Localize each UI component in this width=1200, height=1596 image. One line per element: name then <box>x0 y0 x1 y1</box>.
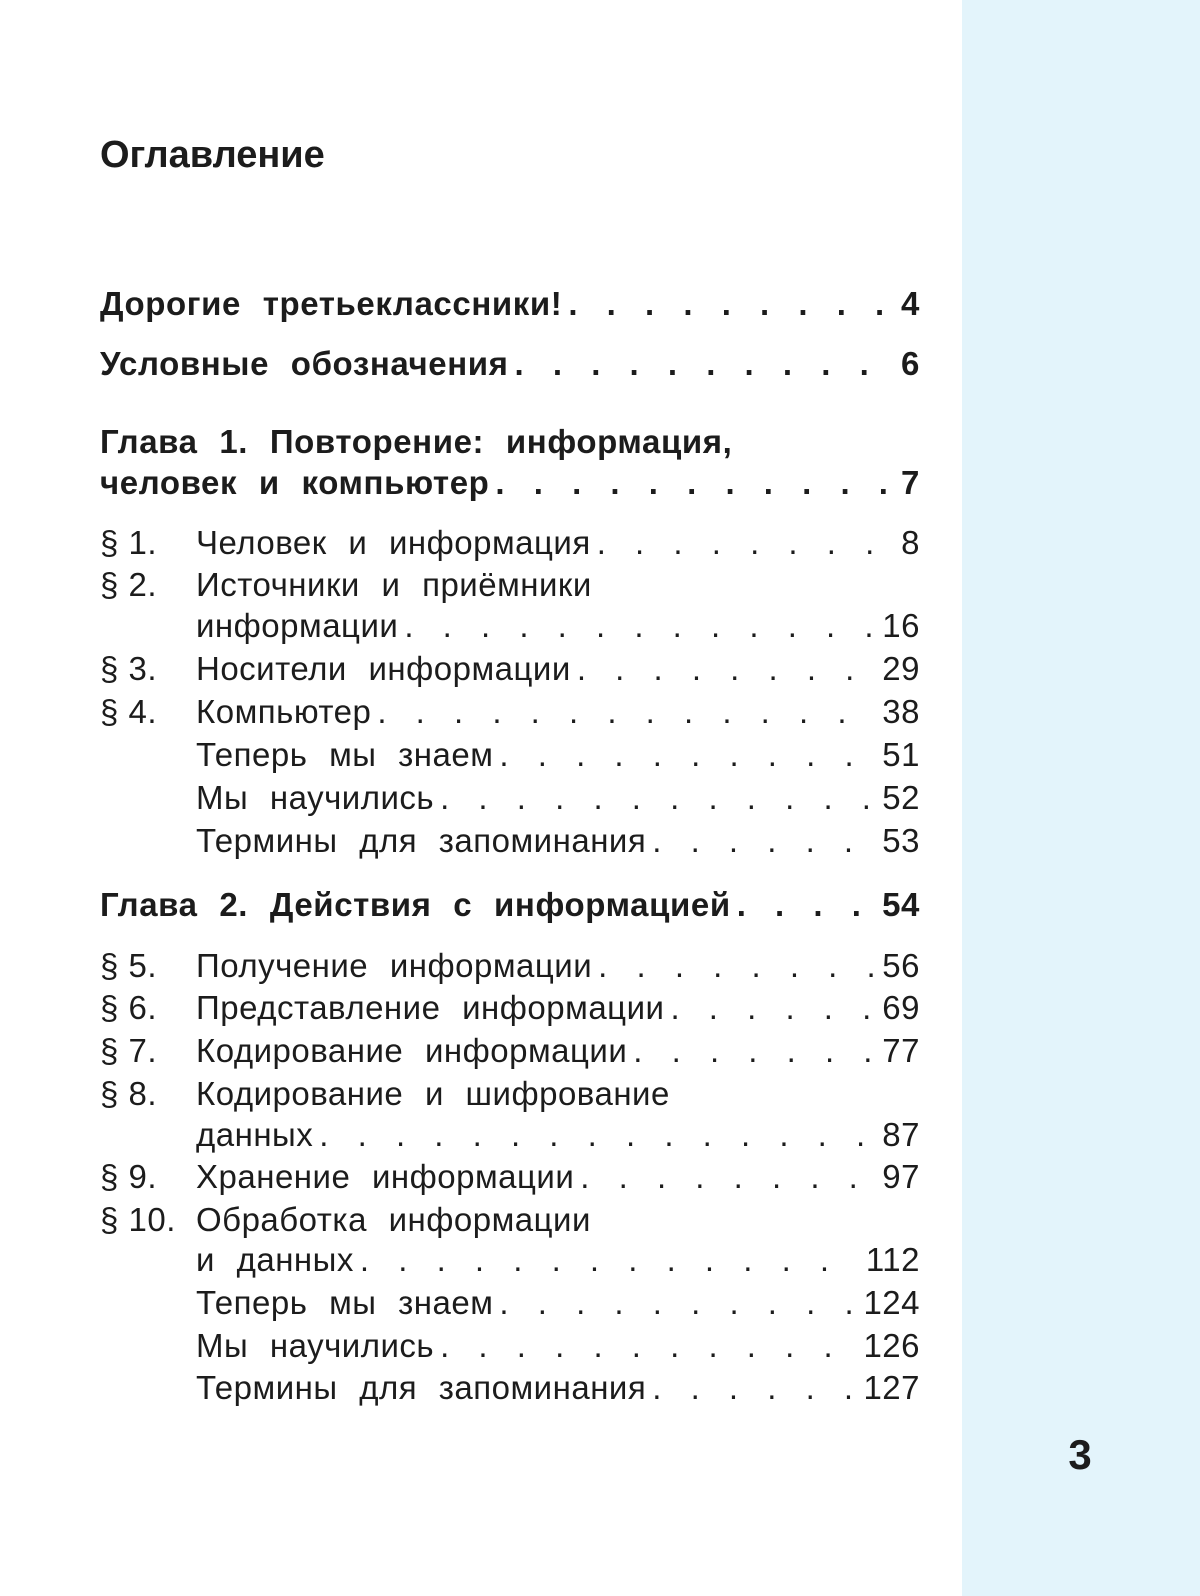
chapter-2-heading[interactable] <box>100 883 920 927</box>
dot-leader <box>434 776 876 820</box>
toc-section-3[interactable] <box>100 647 920 691</box>
dot-leader <box>571 647 876 691</box>
toc-page-number: 87 <box>882 1116 920 1153</box>
section-number: § 6. <box>100 989 158 1026</box>
toc-page-number: 126 <box>863 1327 920 1364</box>
section-number: § 7. <box>100 1032 158 1069</box>
toc-summary-know[interactable] <box>100 733 920 777</box>
summary-title: Термины для запоминания <box>196 822 647 859</box>
toc-summary-terms-2[interactable] <box>100 1366 920 1410</box>
dot-leader <box>493 1281 857 1325</box>
toc-entry-text: Условные обозначения <box>100 345 509 382</box>
toc-section-1[interactable] <box>100 521 920 565</box>
section-title: Носители информации <box>196 650 571 687</box>
dot-leader <box>574 1155 876 1199</box>
toc-page-number: 52 <box>882 779 920 816</box>
section-title: Компьютер <box>196 693 372 730</box>
chapter-title: Глава 2. Действия с информацией <box>100 886 731 923</box>
toc-page-number: 8 <box>901 524 920 561</box>
dot-leader <box>509 342 896 386</box>
toc-page-number: 127 <box>863 1369 920 1406</box>
toc-page-number: 97 <box>882 1158 920 1195</box>
section-title-cont: информации <box>196 607 399 644</box>
section-title-cont: и данных <box>196 1241 354 1278</box>
toc-section-2-cont[interactable] <box>100 604 920 648</box>
dot-leader <box>371 690 876 734</box>
toc-page-number: 16 <box>882 607 920 644</box>
toc-section-6[interactable] <box>100 986 920 1030</box>
toc-section-8-cont[interactable] <box>100 1113 920 1157</box>
dot-leader <box>664 986 876 1030</box>
toc-section-8[interactable] <box>100 1072 920 1116</box>
toc-entry-legend[interactable] <box>100 342 920 386</box>
toc-page-number: 4 <box>901 285 920 322</box>
dot-leader <box>646 1366 857 1410</box>
toc-page-number: 69 <box>882 989 920 1026</box>
dot-leader <box>562 282 895 326</box>
toc-page-number: 51 <box>882 736 920 773</box>
toc-section-7[interactable] <box>100 1029 920 1073</box>
toc-page-number: 29 <box>882 650 920 687</box>
toc-section-9[interactable] <box>100 1155 920 1199</box>
toc-section-10[interactable] <box>100 1198 920 1242</box>
dot-leader <box>592 944 876 988</box>
chapter-1-heading[interactable] <box>100 420 920 464</box>
section-number: § 2. <box>100 566 158 603</box>
section-number: § 1. <box>100 524 158 561</box>
toc-section-5[interactable] <box>100 944 920 988</box>
chapter-title: человек и компьютер <box>100 464 490 501</box>
dot-leader <box>627 1029 876 1073</box>
summary-title: Мы научились <box>196 1327 435 1364</box>
section-number: § 8. <box>100 1075 158 1112</box>
toc-summary-know-2[interactable] <box>100 1281 920 1325</box>
section-number: § 10. <box>100 1201 176 1238</box>
section-title: Представление информации <box>196 989 665 1026</box>
chapter-title: Глава 1. Повторение: информация, <box>100 423 733 460</box>
dot-leader <box>434 1324 857 1368</box>
section-title: Получение информации <box>196 947 593 984</box>
toc-page-number: 6 <box>901 345 920 382</box>
summary-title: Термины для запоминания <box>196 1369 647 1406</box>
section-title-cont: данных <box>196 1116 314 1153</box>
section-number: § 9. <box>100 1158 158 1195</box>
section-title: Обработка информации <box>196 1201 591 1238</box>
section-number: § 4. <box>100 693 158 730</box>
toc-page-number: 56 <box>882 947 920 984</box>
dot-leader <box>731 883 876 927</box>
dot-leader <box>591 521 895 565</box>
section-number: § 5. <box>100 947 158 984</box>
toc-page-number: 7 <box>901 464 920 501</box>
toc-page-number: 53 <box>882 822 920 859</box>
toc-page-number: 77 <box>882 1032 920 1069</box>
section-title: Источники и приёмники <box>196 566 592 603</box>
table-of-contents <box>100 0 920 1596</box>
side-margin-strip <box>962 0 1200 1596</box>
toc-section-2[interactable] <box>100 563 920 607</box>
section-title: Хранение информации <box>196 1158 575 1195</box>
summary-title: Теперь мы знаем <box>196 736 494 773</box>
toc-summary-terms[interactable] <box>100 819 920 863</box>
section-title: Кодирование информации <box>196 1032 628 1069</box>
dot-leader <box>313 1113 876 1157</box>
summary-title: Мы научились <box>196 779 435 816</box>
toc-page-number: 112 <box>865 1241 920 1278</box>
toc-page-number: 54 <box>882 886 920 923</box>
dot-leader <box>354 1238 860 1282</box>
summary-title: Теперь мы знаем <box>196 1284 494 1321</box>
toc-entry-greeting[interactable] <box>100 282 920 326</box>
section-number: § 3. <box>100 650 158 687</box>
dot-leader <box>489 461 895 505</box>
toc-section-4[interactable] <box>100 690 920 734</box>
toc-section-10-cont[interactable] <box>100 1238 920 1282</box>
dot-leader <box>646 819 876 863</box>
dot-leader <box>493 733 876 777</box>
section-title: Кодирование и шифрование <box>196 1075 670 1112</box>
toc-page-number: 38 <box>882 693 920 730</box>
toc-entry-text: Дорогие третьеклассники! <box>100 285 563 322</box>
page-title: Оглавление <box>100 134 325 176</box>
chapter-1-heading-cont[interactable] <box>100 461 920 505</box>
toc-summary-learned-2[interactable] <box>100 1324 920 1368</box>
section-title: Человек и информация <box>196 524 591 561</box>
toc-summary-learned[interactable] <box>100 776 920 820</box>
page-number: 3 <box>1068 1431 1092 1478</box>
toc-page-number: 124 <box>863 1284 920 1321</box>
dot-leader <box>398 604 876 648</box>
